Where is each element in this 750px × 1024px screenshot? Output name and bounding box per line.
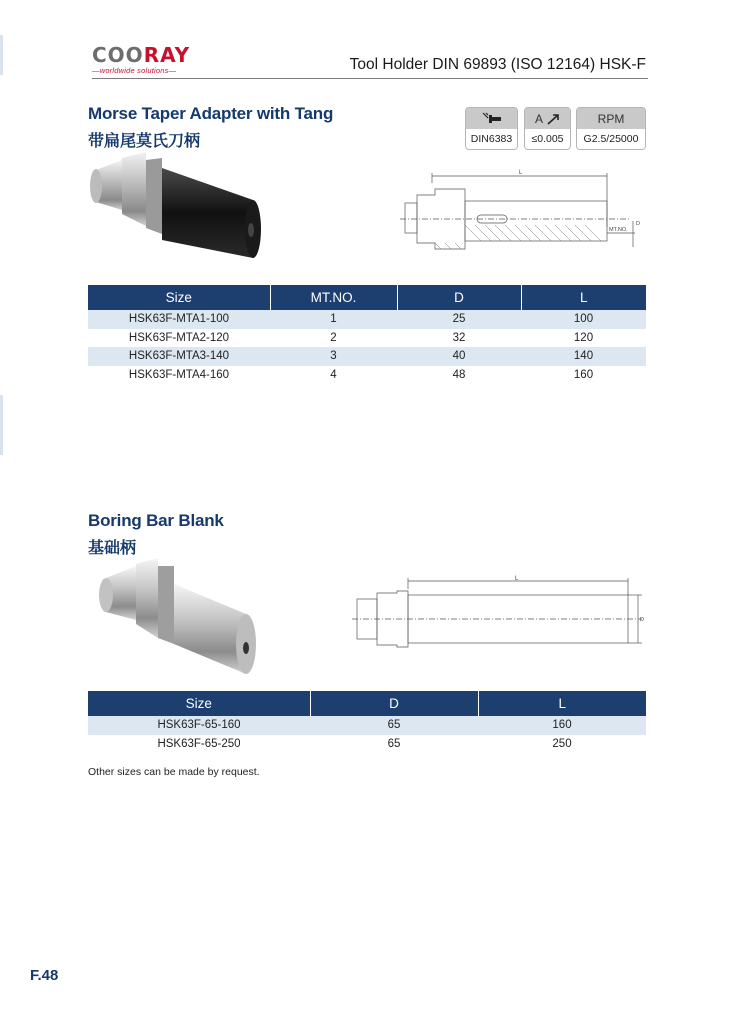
cell-size: HSK63F-MTA3-140 xyxy=(88,347,270,366)
cell-l: 160 xyxy=(573,368,594,381)
table-row xyxy=(88,366,646,385)
runout-label: A xyxy=(534,111,543,126)
spec-runout-value: ≤0.005 xyxy=(525,129,570,149)
section1-subtitle: 带扁尾莫氏刀柄 xyxy=(88,133,201,150)
drawing1-mt-label: MT.NO. xyxy=(609,227,628,233)
rpm-label: RPM xyxy=(577,108,645,129)
footnote: Other sizes can be made by request. xyxy=(88,766,260,778)
section2-subtitle: 基础柄 xyxy=(88,540,137,557)
spec-rpm xyxy=(576,107,646,150)
col-header-l: L xyxy=(521,285,646,310)
cell-mt-no: 4 xyxy=(330,368,337,381)
cell-d: 32 xyxy=(452,331,466,344)
company-logo xyxy=(92,45,212,77)
cell-l: 160 xyxy=(478,716,646,735)
drawing2-l-label: L xyxy=(515,576,519,582)
spec-rpm-value: G2.5/25000 xyxy=(577,129,645,149)
drawing1-l-label: L xyxy=(519,170,523,176)
morse-taper-size-table xyxy=(88,285,646,384)
cell-size: HSK63F-MTA1-100 xyxy=(88,310,270,329)
col-header-mt-no: MT.NO. xyxy=(270,285,397,310)
table-row xyxy=(88,347,646,366)
cell-d: 65 xyxy=(310,716,478,735)
cell-mt-no: 2 xyxy=(330,331,337,344)
spec-din-value: DIN6383 xyxy=(466,129,517,149)
boring-bar-technical-drawing xyxy=(352,575,647,655)
cell-l: 250 xyxy=(552,737,572,750)
section2-title: Boring Bar Blank xyxy=(88,511,224,530)
table-row xyxy=(88,310,646,329)
drawing1-d-label: D xyxy=(636,221,640,227)
spec-din-standard xyxy=(465,107,518,150)
boring-bar-size-table xyxy=(88,691,646,753)
cell-l: 140 xyxy=(521,347,646,366)
logo-tagline: —worldwide solutions— xyxy=(92,66,177,75)
din-standard-icon xyxy=(466,108,517,129)
page-edge-mark xyxy=(0,395,3,455)
table-row xyxy=(88,735,646,754)
spec-runout-accuracy xyxy=(524,107,571,150)
table-header-row xyxy=(88,691,646,716)
col-header-l: L xyxy=(478,691,646,716)
morse-taper-technical-drawing xyxy=(395,165,645,265)
table-header-row xyxy=(88,285,646,310)
header-divider xyxy=(92,78,648,79)
cell-size: HSK63F-MTA2-120 xyxy=(128,331,230,344)
table-row xyxy=(88,329,646,348)
col-header-d: D xyxy=(397,285,521,310)
cell-size: HSK63F-65-160 xyxy=(88,716,310,735)
page-number: F.48 xyxy=(30,967,59,984)
cell-mt-no: 3 xyxy=(270,347,397,366)
col-header-size: Size xyxy=(88,285,270,310)
morse-taper-adapter-photo xyxy=(88,148,268,276)
drawing2-d-label: D xyxy=(640,617,644,623)
cell-size: HSK63F-65-250 xyxy=(157,737,241,750)
section1-title: Morse Taper Adapter with Tang xyxy=(88,104,334,123)
table-row xyxy=(88,716,646,735)
page-header-title: Tool Holder DIN 69893 (ISO 12164) HSK-F xyxy=(349,56,646,73)
runout-accuracy-icon xyxy=(525,108,570,129)
logo-wordmark: COORAY xyxy=(92,43,191,67)
cell-d: 65 xyxy=(387,737,401,750)
boring-bar-blank-photo xyxy=(96,556,271,686)
cell-l: 120 xyxy=(573,331,594,344)
cell-l: 100 xyxy=(521,310,646,329)
page-edge-mark xyxy=(0,35,3,75)
cell-d: 25 xyxy=(397,310,521,329)
col-header-size: Size xyxy=(88,691,310,716)
cell-size: HSK63F-MTA4-160 xyxy=(128,368,230,381)
cell-d: 40 xyxy=(397,347,521,366)
col-header-d: D xyxy=(310,691,478,716)
cell-mt-no: 1 xyxy=(270,310,397,329)
cell-d: 48 xyxy=(452,368,466,381)
